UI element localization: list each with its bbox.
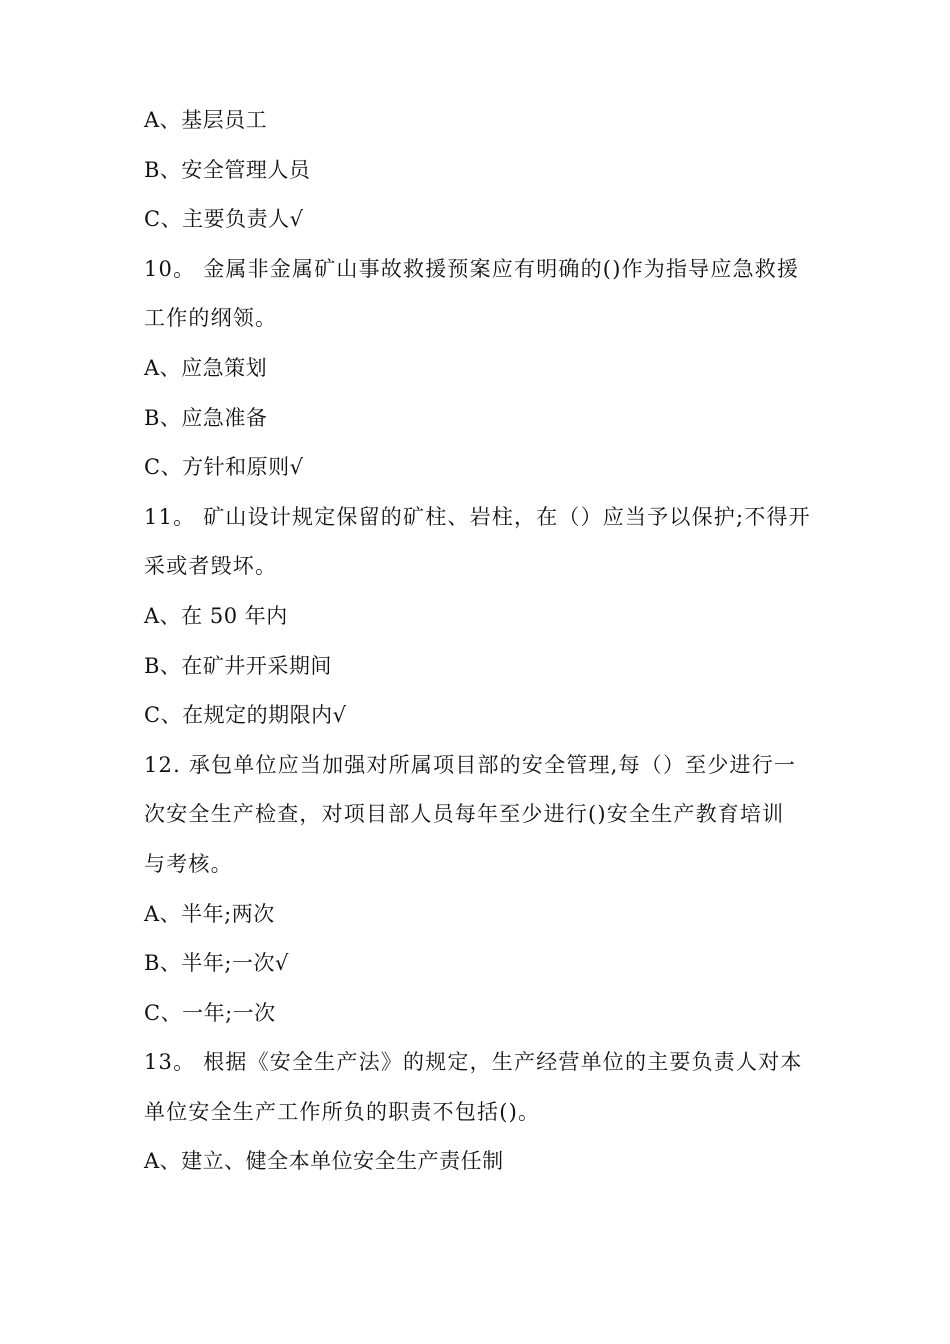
- option-line: A、在 50 年内: [144, 603, 288, 628]
- question-10-line-2: 工作的纲领。: [144, 306, 278, 331]
- option-line: B、半年;一次√: [144, 951, 289, 976]
- option-line: A、半年;两次: [144, 901, 275, 926]
- option-line: C、一年;一次: [144, 1000, 276, 1025]
- document-body: [144, 96, 811, 1187]
- option-line: C、在规定的期限内√: [144, 703, 347, 728]
- option-line: C、方针和原则√: [144, 455, 304, 480]
- option-line: A、应急策划: [144, 355, 268, 380]
- question-13-line-1: 13。 根据《安全生产法》的规定，生产经营单位的主要负责人对本: [144, 1050, 803, 1075]
- question-13-line-2: 单位安全生产工作所负的职责不包括()。: [144, 1099, 541, 1124]
- option-line: A、基层员工: [144, 108, 268, 132]
- option-line: A、建立、健全本单位安全生产责任制: [144, 1149, 504, 1174]
- question-11-line-1: 11。 矿山设计规定保留的矿柱、岩柱，在（）应当予以保护;不得开: [144, 504, 811, 529]
- option-line: C、主要负责人√: [144, 207, 304, 232]
- option-line: B、应急准备: [144, 405, 268, 430]
- option-line: B、在矿井开采期间: [144, 653, 332, 678]
- question-11-line-2: 采或者毁坏。: [144, 554, 278, 579]
- question-10-line-1: 10。 金属非金属矿山事故救援预案应有明确的()作为指导应急救援: [144, 256, 800, 281]
- question-12-line-2: 次安全生产检查，对项目部人员每年至少进行()安全生产教育培训: [144, 802, 785, 827]
- question-12-line-1: 12. 承包单位应当加强对所属项目部的安全管理,每（）至少进行一: [144, 752, 797, 777]
- question-12-line-3: 与考核。: [144, 851, 233, 876]
- option-line: B、安全管理人员: [144, 157, 311, 182]
